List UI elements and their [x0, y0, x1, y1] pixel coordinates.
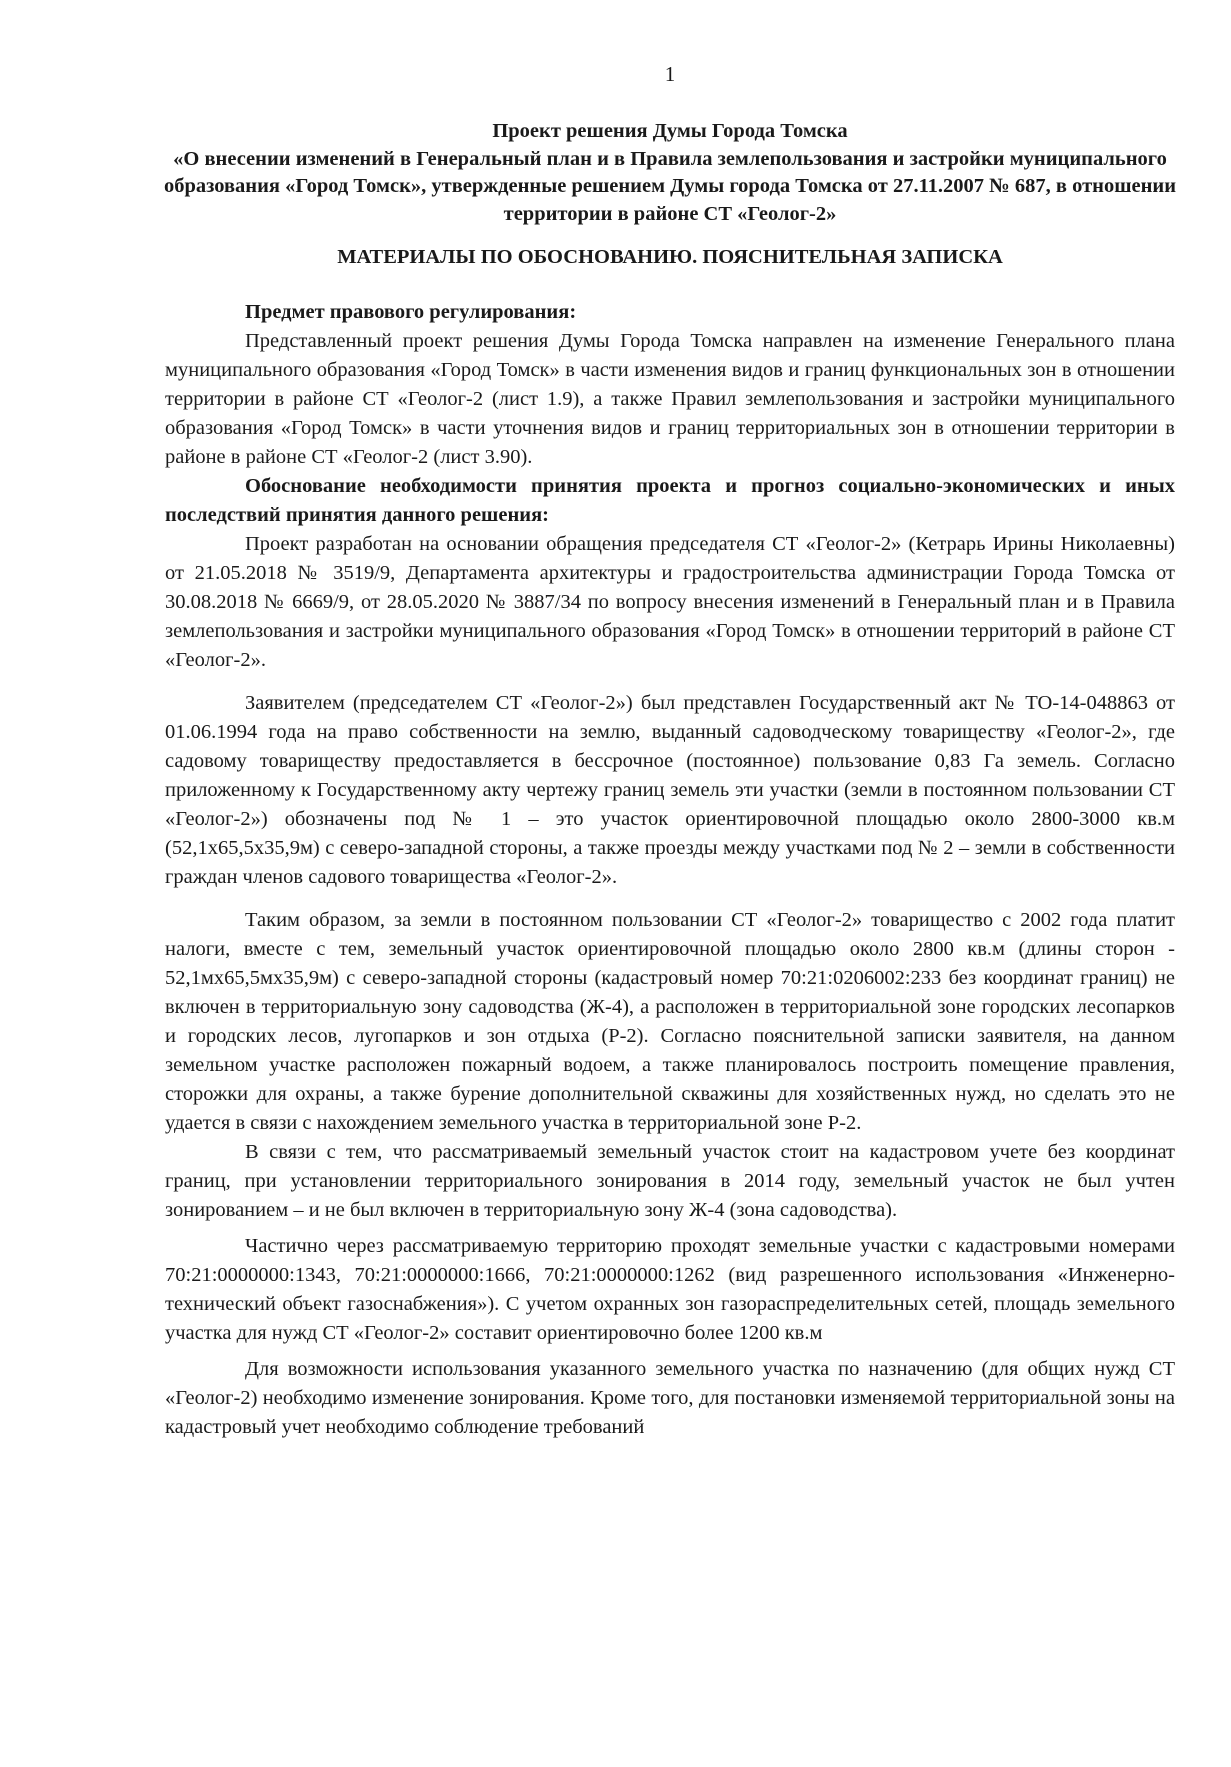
- subheading-subject: Предмет правового регулирования:: [245, 301, 577, 323]
- section-title: МАТЕРИАЛЫ ПО ОБОСНОВАНИЮ. ПОЯСНИТЕЛЬНАЯ ЗАПИСКА: [337, 246, 1003, 268]
- paragraph: Для возможности использования указанного земельного участка по назначению (для общих нужд СТ «Геолог-2) необходимо изменение зонирования. Кроме того, для постановки изменяемой территориальной зоны на кадастровый учет необходимо соблюдение требований: [165, 1358, 1175, 1438]
- header-title: Проект решения Думы Города Томска: [492, 120, 848, 142]
- subheading-justification: Обоснование необходимости принятия проекта и прогноз социально-экономических и иных последствий принятия данного решения:: [165, 475, 1175, 526]
- page-number: 1: [664, 62, 676, 86]
- header-subtitle: «О внесении изменений в Генеральный план и в Правила землепользования и застройки муниципального образования «Город Томск», утвержденные решением Думы города Томска от 27.11.2007 № 687, в отношении территории в районе СТ «Геолог-2»: [163, 147, 1177, 225]
- paragraph: Таким образом, за земли в постоянном пользовании СТ «Геолог-2» товарищество с 2002 года платит налоги, вместе с тем, земельный участок ориентировочной площадью около 2800 кв.м (длины сторон - 52,1мх65,5мх35,9м) с северо-западной стороны (кадастровый номер 70:21:0206002:233 без координат границ) не включен в территориальную зону садоводства (Ж-4), а расположен в территориальной зоне городских лесопарков и городских лесов, лугопарков и зон отдыха (Р-2). Согласно пояснительной записки заявителя, на данном земельном участке расположен пожарный водоем, а также планировалось построить помещение правления, сторожки для охраны, а также бурение дополнительной скважины для хозяйственных нужд, но сделать это не удается в связи с нахождением земельного участка в территориальной зоне Р-2.: [165, 909, 1175, 1134]
- paragraph: Частично через рассматриваемую территорию проходят земельные участки с кадастровыми номерами 70:21:0000000:1343, 70:21:0000000:1666, 70:21:0000000:1262 (вид разрешенного использования «Инженерно-технический объект газоснабжения»). С учетом охранных зон газораспределительных сетей, площадь земельного участка для нужд СТ «Геолог-2» составит ориентировочно более 1200 кв.м: [165, 1235, 1175, 1344]
- paragraph: Представленный проект решения Думы Города Томска направлен на изменение Генерального плана муниципального образования «Город Томск» в части изменения видов и границ функциональных зон в отношении территории в районе СТ «Геолог-2 (лист 1.9), а также Правил землепользования и застройки муниципального образования «Город Томск» в части уточнения видов и границ территориальных зон в отношении территории в районе в районе СТ «Геолог-2 (лист 3.90).: [165, 330, 1175, 468]
- document-body: [165, 298, 1175, 1442]
- document-header: [140, 118, 1200, 228]
- paragraph: В связи с тем, что рассматриваемый земельный участок стоит на кадастровом учете без координат границ, при установлении территориального зонирования в 2014 году, земельный участок не был учтен зонированием – и не был включен в территориальную зону Ж-4 (зона садоводства).: [165, 1141, 1175, 1221]
- paragraph: Проект разработан на основании обращения председателя СТ «Геолог-2» (Кетрарь Ирины Николаевны) от 21.05.2018 № 3519/9, Департамента архитектуры и градостроительства администрации Города Томска от 30.08.2018 № 6669/9, от 28.05.2020 № 3887/34 по вопросу внесения изменений в Генеральный план и в Правила землепользования и застройки муниципального образования «Город Томск» в отношении территорий в районе СТ «Геолог-2».: [165, 533, 1175, 671]
- paragraph: Заявителем (председателем СТ «Геолог-2») был представлен Государственный акт № ТО-14-048863 от 01.06.1994 года на право собственности на землю, выданный садоводческому товариществу «Геолог-2», где садовому товариществу предоставляется в бессрочное (постоянное) пользование 0,83 Га земель. Согласно приложенному к Государственному акту чертежу границ земель эти участки (земли в постоянном пользовании СТ «Геолог-2») обозначены под № 1 – это участок ориентировочной площадью около 2800-3000 кв.м (52,1х65,5х35,9м) с северо-западной стороны, а также проезды между участками под № 2 – земли в собственности граждан членов садового товарищества «Геолог-2».: [165, 692, 1175, 888]
